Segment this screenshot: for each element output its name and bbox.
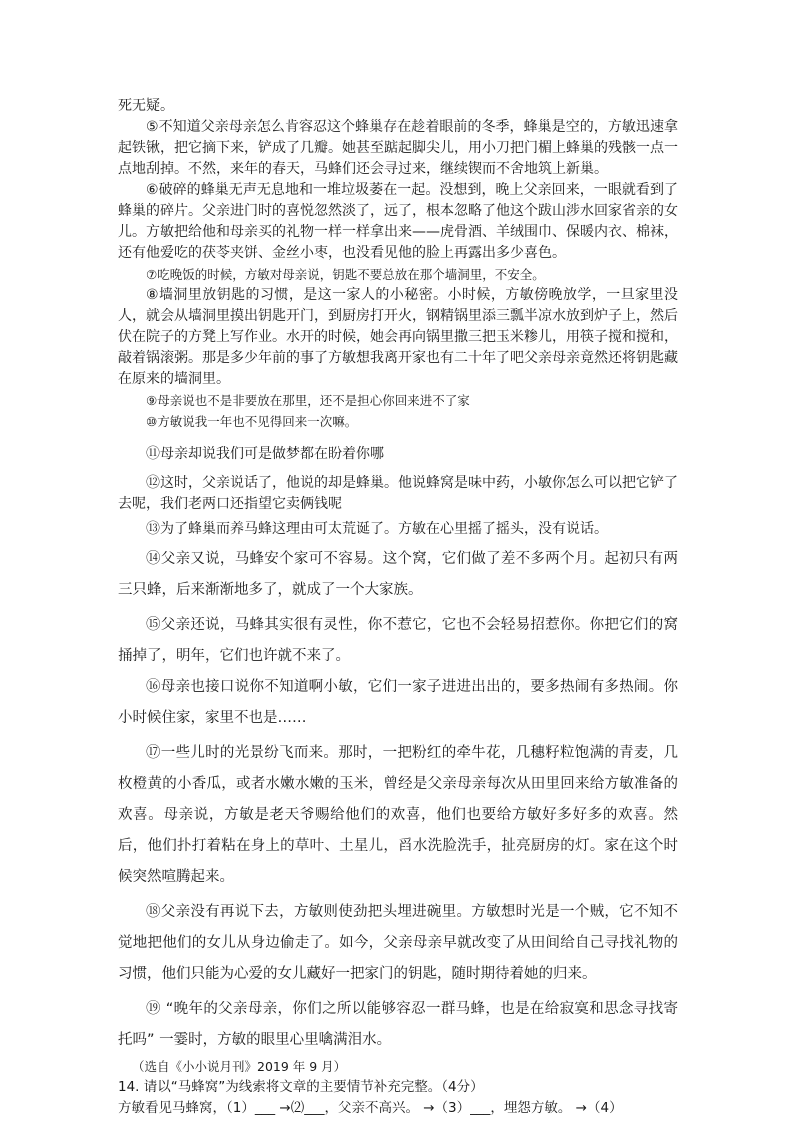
paragraph-19: ⑲ “晚年的父亲母亲，你们之所以能够容忍一群马蜂，也是在给寂寞和思念寻找寄托吗” 一霎时，方敏的眼里心里噙满泪水。 xyxy=(118,1001,678,1048)
paragraph-7: ⑦吃晚饭的时候，方敏对母亲说，钥匙不要总放在那个墙洞里，不安全。 xyxy=(146,267,545,282)
paragraph-13: ⑬为了蜂巢而养马蜂这理由可太荒诞了。方敏在心里摇了摇头，没有说话。 xyxy=(146,521,608,537)
paragraph-8: ⑧墙洞里放钥匙的习惯，是这一家人的小秘密。小时候，方敏傍晚放学，一旦家里没人，就会从墙洞里摸出钥匙开门，到厨房打开火，钢精锅里添三瓢半凉水放到炉子上，然后伏在院子的方凳上写作业。水开的时候，她会再向锅里撒三把玉米糁儿，用筷子搅和搅和，敲着锅滚粥。那是多少年前的事了方敏想我离开家也有二十年了吧父亲母亲竟然还将钥匙藏在原来的墙洞里。 xyxy=(118,287,678,387)
source-citation: （选自《小小说月刊》2019 年 9 月） xyxy=(132,1059,347,1074)
article-body xyxy=(118,96,678,1119)
paragraph-12: ⑫这时，父亲说话了，他说的却是蜂巢。他说蜂窝是味中药，小敏你怎么可以把它铲了去呢，我们老两口还指望它卖俩钱呢 xyxy=(118,475,678,512)
paragraph-6: ⑥破碎的蜂巢无声无息地和一堆垃圾萎在一起。没想到，晚上父亲回来，一眼就看到了蜂巢的碎片。父亲进门时的喜悦忽然淡了，远了，根本忽略了他这个跋山涉水回家省亲的女儿。方敏把给他和母亲买的礼物一样一样拿出来——虎骨酒、羊绒围巾、保暖内衣、棉袜，还有他爱吃的茯苓夹饼、金丝小枣，也没看见他的脸上再露出多少喜色。 xyxy=(118,182,678,261)
paragraph-17: ⑰一些儿时的光景纷飞而来。那时，一把粉红的牵牛花，几穗籽粒饱满的青麦，几枚橙黄的小香瓜，或者水嫩水嫩的玉米，曾经是父亲母亲每次从田里回来给方敏准备的欢喜。母亲说，方敏是老天爷赐给他们的欢喜，他们也要给方敏好多好多的欢喜。然后，他们扑打着粘在身上的草叶、土星儿，舀水洗脸洗手，扯亮厨房的灯。家在这个时候突然喧腾起来。 xyxy=(118,745,678,885)
paragraph-9: ⑨母亲说也不是非要放在那里，还不是担心你回来进不了家 xyxy=(146,393,470,408)
paragraph-14: ⑭父亲又说，马蜂安个家可不容易。这个窝，它们做了差不多两个月。起初只有两三只蜂，后来渐渐地多了，就成了一个大家族。 xyxy=(118,551,678,598)
paragraph-16: ⑯母亲也接口说你不知道啊小敏，它们一家子进进出出的，要多热闹有多热闹。你小时候住家，家里不也是…… xyxy=(118,679,678,726)
paragraph-5: ⑤不知道父亲母亲怎么肯容忍这个蜂巢存在趁着眼前的冬季，蜂巢是空的，方敏迅速拿起铁锹，把它摘下来，铲成了几瓣。她甚至踮起脚尖儿，用小刀把门楣上蜂巢的残骸一点一点地刮掉。不然，来年的春天，马蜂们还会寻过来，继续锲而不舍地筑上新巢。 xyxy=(118,119,678,177)
paragraph-11: ⑪母亲却说我们可是做梦都在盼着你哪 xyxy=(146,446,384,462)
question-title: 14. 请以“马蜂窝”为线索将文章的主要情节补充完整。（4分） xyxy=(118,1079,484,1095)
question-body: 方敏看见马蜂窝，（1）___ →⑵___，父亲不高兴。 →（3）___，埋怨方敏。 →（4） xyxy=(118,1100,623,1116)
paragraph-18: ⑱父亲没有再说下去，方敏则使劲把头埋进碗里。方敏想时光是一个贼，它不知不觉地把他们的女儿从身边偷走了。如今，父亲母亲早就改变了从田间给自己寻找礼物的习惯，他们只能为心爱的女儿藏好一把家门的钥匙，随时期待着她的归来。 xyxy=(118,904,678,982)
paragraph-0: 死无疑。 xyxy=(118,98,174,114)
paragraph-15: ⑮父亲还说，马蜂其实很有灵性，你不惹它，它也不会轻易招惹你。你把它们的窝捅掉了，明年，它们也许就不来了。 xyxy=(118,617,678,664)
paragraph-10: ⑩方敏说我一年也不见得回来一次嘛。 xyxy=(146,414,358,429)
